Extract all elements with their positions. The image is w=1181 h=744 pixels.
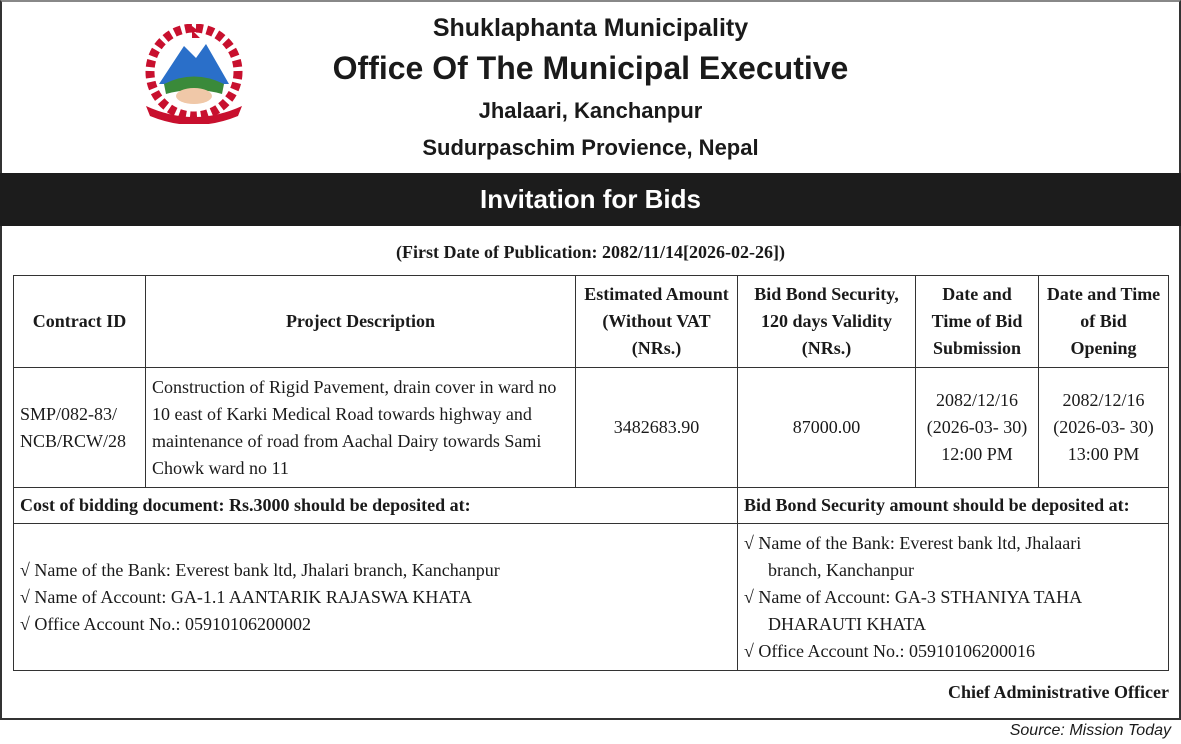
bond-heading: Bid Bond Security amount should be deposited at:: [738, 488, 1169, 524]
opening-date-ad: (2026-03- 30): [1053, 417, 1154, 437]
deposit-heading-row: [14, 488, 1169, 524]
bond-bank-cont: branch, Kanchanpur: [768, 559, 914, 580]
deposit-details-row: [14, 524, 1169, 671]
cost-heading: Cost of bidding document: Rs.3000 should be deposited at:: [14, 488, 738, 524]
header-bid-bond: Bid Bond Security, 120 days Validity (NRs.): [738, 276, 916, 368]
submission-date: 2082/12/16: [935, 390, 1018, 410]
submission-datetime: [916, 368, 1039, 488]
bond-deposit-details: [738, 524, 1169, 671]
opening-date: 2082/12/16: [1062, 390, 1145, 410]
bid-table: [13, 275, 1169, 671]
header-amount: Estimated Amount (Without VAT (NRs.): [576, 276, 738, 368]
municipality-name: Shuklaphanta Municipality: [432, 14, 749, 42]
project-description: Construction of Rigid Pavement, drain cover in ward no 10 east of Karki Medical Road towards highway and maintenance of road from Aachal Dairy towards Sami Chowk ward no 11: [146, 368, 576, 488]
submission-time: 12:00 PM: [941, 444, 1013, 464]
table-header-row: [14, 276, 1169, 368]
office-name: Office Of The Municipal Executive: [332, 50, 849, 86]
source-credit: Source: Mission Today: [1009, 722, 1171, 739]
province: Sudurpaschim Provience, Nepal: [422, 135, 759, 160]
cost-deposit-details: [14, 524, 738, 671]
estimated-amount: 3482683.90: [576, 368, 738, 488]
table-row: [14, 368, 1169, 488]
bond-account-no: √ Office Account No.: 05910106200016: [744, 640, 1036, 661]
notice-title: Invitation for Bids: [0, 173, 1181, 226]
opening-datetime: [1039, 368, 1169, 488]
cost-bank: √ Name of the Bank: Everest bank ltd, Jhalari branch, Kanchanpur: [20, 559, 500, 580]
header-contract-id: Contract ID: [14, 276, 146, 368]
contract-id: SMP/082-83/ NCB/RCW/28: [14, 368, 146, 488]
bid-bond-amount: 87000.00: [738, 368, 916, 488]
opening-time: 13:00 PM: [1067, 444, 1140, 464]
bond-account-name-cont: DHARAUTI KHATA: [768, 613, 927, 634]
bond-account-name: √ Name of Account: GA-3 STHANIYA TAHA: [744, 586, 1083, 607]
header-description: Project Description: [146, 276, 576, 368]
header-submission: Date and Time of Bid Submission: [916, 276, 1039, 368]
cost-account-name: √ Name of Account: GA-1.1 AANTARIK RAJASWA KHATA: [20, 586, 472, 607]
bond-bank: √ Name of the Bank: Everest bank ltd, Jhalaari: [744, 532, 1082, 553]
header-opening: Date and Time of Bid Opening: [1039, 276, 1169, 368]
cost-account-no: √ Office Account No.: 05910106200002: [20, 613, 312, 634]
office-location: Jhalaari, Kanchanpur: [478, 98, 703, 123]
signatory: Chief Administrative Officer: [948, 682, 1169, 702]
submission-date-ad: (2026-03- 30): [926, 417, 1028, 437]
publication-date: (First Date of Publication: 2082/11/14[2026-02-26]): [396, 242, 785, 262]
